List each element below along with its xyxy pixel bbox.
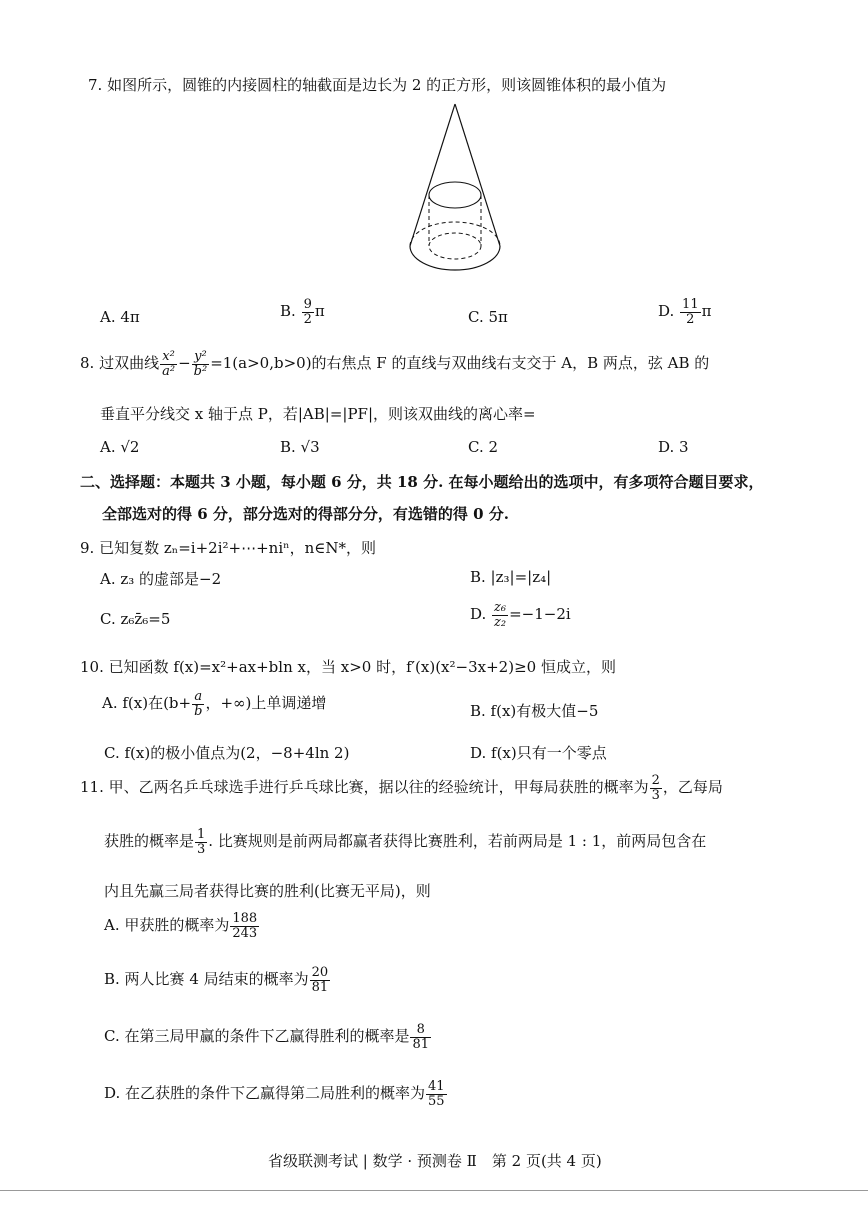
q7-option-d: D. $\frac{11}{2}$ π [658, 297, 712, 327]
section2-heading: 二、选择题：本题共 3 小题，每小题 6 分，共 18 分. 在每小题给出的选项中，有多项符合题目要求， [80, 473, 764, 491]
q9-stem: 9. 已知复数 zₙ=i+2i²+⋯+niⁿ，n∈N*，则 [80, 539, 377, 557]
q9-option-b: B. |z₃|=|z₄| [470, 568, 552, 586]
q7-option-c: C. 5π [468, 308, 508, 326]
q11-option-a: A. 甲获胜的概率为 $\frac{188}{243}$ [104, 911, 258, 941]
q8-stem-line2: 垂直平分线交 x 轴于点 P，若|AB|=|PF|，则该双曲线的离心率= [100, 405, 536, 423]
q8-stem-line1: 8. 过双曲线 $\frac{\text{x²}}{\text{a²}}$ − $\frac{\text{y²}}{\text{b²}}$ =1(a>0,b>0)的右焦点 F 的直线与双曲线右支交于 A，B 两点，弦 AB 的 [80, 349, 710, 379]
q8-option-c: C. 2 [468, 438, 499, 456]
q9-option-a: A. z₃ 的虚部是−2 [100, 570, 222, 588]
q10-option-d: D. f(x)只有一个零点 [470, 744, 607, 762]
q8-option-a: A. √2 [100, 438, 140, 456]
page-footer: 省级联测考试 | 数学 · 预测卷 Ⅱ 第 2 页(共 4 页) [268, 1152, 602, 1170]
q11-stem-line3: 内且先赢三局者获得比赛的胜利(比赛无平局)，则 [104, 882, 431, 900]
q10-option-a: A. f(x)在(b+ $\frac{a}{b}$ ，+∞)上单调递增 [102, 689, 327, 719]
q9-option-c: C. z₆z̄₆=5 [100, 610, 171, 628]
q10-stem: 10. 已知函数 f(x)=x²+ax+bln x，当 x>0 时，f′(x)(x²−3x+2)≥0 恒成立，则 [80, 658, 616, 676]
q7-option-a: A. 4π [100, 308, 140, 326]
q7-option-b: B. $\frac{9}{2}$ π [280, 297, 325, 327]
q11-stem-line2: 获胜的概率是 $\frac{1}{3}$ . 比赛规则是前两局都赢者获得比赛胜利，若前两局是 1 : 1，前两局包含在 [104, 827, 707, 857]
section2-scoring: 全部选对的得 6 分，部分选对的得部分分，有选错的得 0 分. [102, 505, 509, 523]
q11-stem-line1: 11. 甲、乙两名乒乓球选手进行乒乓球比赛，据以往的经验统计，甲每局获胜的概率为 $\frac{2}{3}$ ，乙每局 [80, 773, 723, 803]
q8-option-b: B. √3 [280, 438, 320, 456]
q10-option-c: C. f(x)的极小值点为(2，−8+4ln 2) [104, 744, 350, 762]
q11-option-b: B. 两人比赛 4 局结束的概率为 $\frac{20}{81}$ [104, 965, 329, 995]
cone-cylinder-figure [400, 100, 510, 290]
q11-option-d: D. 在乙获胜的条件下乙赢得第二局胜利的概率为 $\frac{41}{55}$ [104, 1079, 445, 1109]
q8-option-d: D. 3 [658, 438, 689, 456]
footer-divider [0, 1190, 868, 1191]
q9-option-d: D. $\frac{\text{z₆}}{\text{z₂}}$ =−1−2i [470, 600, 571, 630]
q10-option-b: B. f(x)有极大值−5 [470, 702, 599, 720]
q11-option-c: C. 在第三局甲赢的条件下乙赢得胜利的概率是 $\frac{8}{81}$ [104, 1022, 430, 1052]
q7-stem: 7. 如图所示，圆锥的内接圆柱的轴截面是边长为 2 的正方形，则该圆锥体积的最小值为 [88, 76, 667, 94]
